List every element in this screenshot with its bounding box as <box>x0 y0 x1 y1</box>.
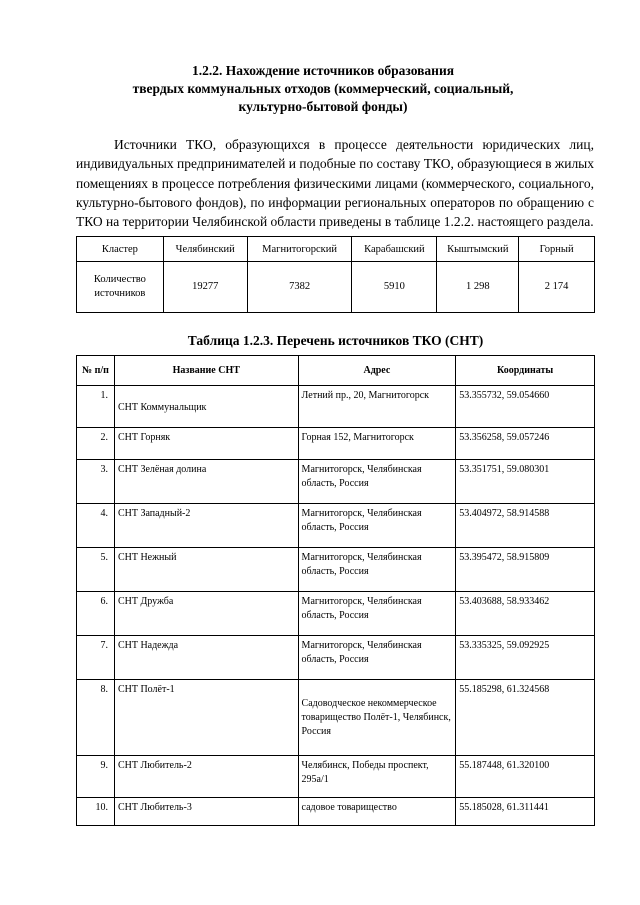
snt-address: садовое товарищество <box>298 798 456 826</box>
snt-name: СНТ Зелёная долина <box>114 460 298 504</box>
row-number: 4. <box>77 504 115 548</box>
snt-coords: 53.403688, 58.933462 <box>456 592 595 636</box>
snt-address: Горная 152, Магнитогорск <box>298 428 456 460</box>
snt-address: Магнитогорск, Челябинская область, Россия <box>298 636 456 680</box>
cluster-row-label: Количество источников <box>77 262 164 313</box>
snt-name: СНТ Надежда <box>114 636 298 680</box>
table-caption: Таблица 1.2.3. Перечень источников ТКО (СНТ) <box>187 333 484 348</box>
snt-name: СНТ Нежный <box>114 548 298 592</box>
snt-name: СНТ Коммунальщик <box>117 402 207 413</box>
snt-name: СНТ Любитель-3 <box>114 798 298 826</box>
cluster-value-cell: 1 298 <box>437 262 519 313</box>
snt-coords: 55.185298, 61.324568 <box>456 680 595 756</box>
cluster-header-label: Кластер <box>77 237 164 262</box>
snt-table <box>76 355 595 826</box>
snt-coords: 55.185028, 61.311441 <box>456 798 595 826</box>
snt-coords: 53.335325, 59.092925 <box>456 636 595 680</box>
snt-name: СНТ Горняк <box>114 428 298 460</box>
table-row <box>77 548 595 592</box>
row-number: 2. <box>77 428 115 460</box>
section-heading <box>80 62 566 116</box>
row-number: 6. <box>77 592 115 636</box>
snt-address-cell <box>298 680 456 756</box>
cluster-value-cell: 19277 <box>163 262 247 313</box>
snt-name: СНТ Любитель-2 <box>114 756 298 798</box>
intro-paragraph: Источники ТКО, образующихся в процессе деятельности юридических лиц, индивидуальных предпринимателей и подобные по составу ТКО, образующиеся в жилых помещениях в процессе потребления физическими лицами (коммерческого, социального, культурно-бытового фондов), по информации региональных операторов по обращению с ТКО на территории Челябинской области приведены в таблице 1.2.2. настоящего раздела. <box>76 137 594 230</box>
snt-address: Магнитогорск, Челябинская область, Россия <box>298 592 456 636</box>
table-row <box>77 504 595 548</box>
snt-coords: 53.395472, 58.915809 <box>456 548 595 592</box>
snt-header-cell: Координаты <box>456 356 595 386</box>
row-number: 5. <box>77 548 115 592</box>
cluster-header-cell: Кыштымский <box>437 237 519 262</box>
snt-address: Магнитогорск, Челябинская область, Россия <box>298 548 456 592</box>
snt-coords: 53.404972, 58.914588 <box>456 504 595 548</box>
snt-address: Магнитогорск, Челябинская область, Россия <box>298 460 456 504</box>
snt-coords: 53.355732, 59.054660 <box>456 386 595 428</box>
table-row <box>77 756 595 798</box>
cluster-header-cell: Карабашский <box>352 237 437 262</box>
cluster-header-cell: Магнитогорский <box>247 237 352 262</box>
cluster-table <box>76 236 595 313</box>
table-row <box>77 680 595 756</box>
snt-coords: 53.356258, 59.057246 <box>456 428 595 460</box>
snt-name: СНТ Полёт-1 <box>114 680 298 756</box>
snt-address: Магнитогорск, Челябинская область, Россия <box>298 504 456 548</box>
snt-table-header-row <box>77 356 595 386</box>
section-heading-line-1: 1.2.2. Нахождение источников образования <box>191 63 455 78</box>
row-number: 8. <box>77 680 115 756</box>
row-number: 9. <box>77 756 115 798</box>
row-number: 7. <box>77 636 115 680</box>
snt-coords: 53.351751, 59.080301 <box>456 460 595 504</box>
section-heading-line-3: культурно-бытовой фонды) <box>238 99 408 114</box>
row-number: 10. <box>77 798 115 826</box>
snt-header-cell: Название СНТ <box>114 356 298 386</box>
snt-address: Летний пр., 20, Магнитогорск <box>298 386 456 428</box>
snt-name: СНТ Дружба <box>114 592 298 636</box>
snt-name: СНТ Западный-2 <box>114 504 298 548</box>
cluster-header-cell: Горный <box>519 237 595 262</box>
cluster-value-cell: 5910 <box>352 262 437 313</box>
row-number: 1. <box>77 386 115 428</box>
cluster-header-cell: Челябинский <box>163 237 247 262</box>
cluster-table-row <box>77 262 595 313</box>
table-row <box>77 428 595 460</box>
snt-address: Садоводческое некоммерческое товарищество Полёт-1, Челябинск, Россия <box>301 698 451 737</box>
snt-coords: 55.187448, 61.320100 <box>456 756 595 798</box>
cluster-value-cell: 2 174 <box>519 262 595 313</box>
table-row <box>77 798 595 826</box>
snt-header-cell: Адрес <box>298 356 456 386</box>
snt-header-cell: № п/п <box>77 356 115 386</box>
row-number: 3. <box>77 460 115 504</box>
cluster-table-header-row <box>77 237 595 262</box>
table-row <box>77 636 595 680</box>
table-row <box>77 592 595 636</box>
table-row <box>77 386 595 428</box>
snt-address: Челябинск, Победы проспект, 295а/1 <box>298 756 456 798</box>
snt-name-cell <box>114 386 298 428</box>
cluster-value-cell: 7382 <box>247 262 352 313</box>
section-heading-line-2: твердых коммунальных отходов (коммерческий, социальный, <box>132 81 514 96</box>
table-row <box>77 460 595 504</box>
